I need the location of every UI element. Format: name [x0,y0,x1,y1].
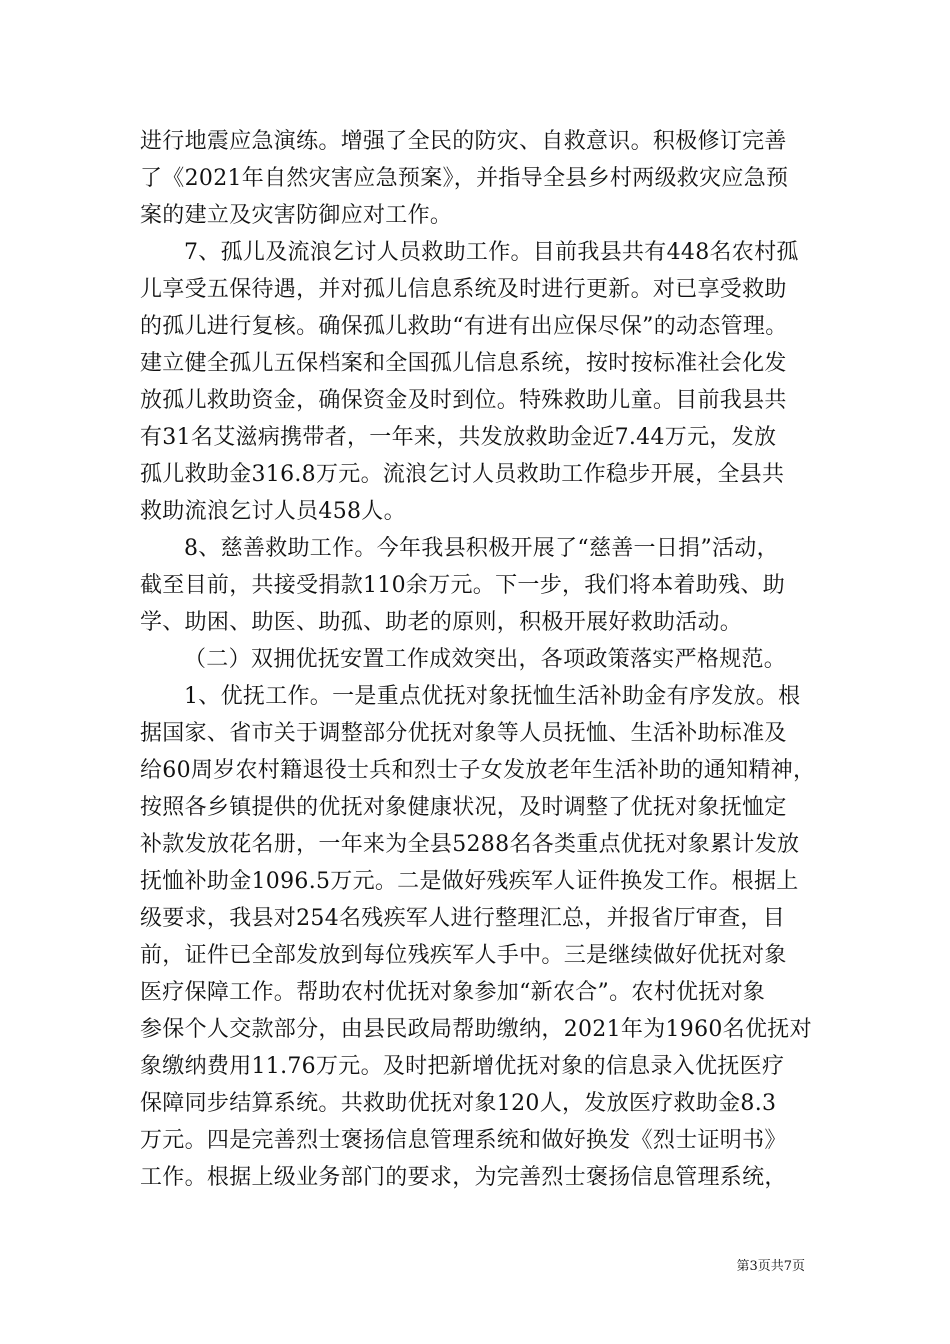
text-line: 儿享受五保待遇，并对孤儿信息系统及时进行更新。对已享受救助 [140,277,787,302]
text-line: 进行地震应急演练。增强了全民的防灾、自救意识。积极修订完善 [140,129,787,154]
paragraph-8-start: 8、慈善救助工作。今年我县积极开展了“慈善一日捐”活动， [184,536,779,561]
text-line: 保障同步结算系统。共救助优抚对象120人，发放医疗救助金8.3 [140,1091,777,1116]
text-line: 级要求，我县对254名残疾军人进行整理汇总，并报省厅审查，目 [140,906,785,931]
text-line: 的孤儿进行复核。确保孤儿救助“有进有出应保尽保”的动态管理。 [140,314,788,339]
text-line: 据国家、省市关于调整部分优抚对象等人员抚恤、生活补助标准及 [140,721,787,746]
text-line: 给60周岁农村籍退役士兵和烈士子女发放老年生活补助的通知精神， [140,758,816,783]
page-number: 第3页共7页 [736,1259,805,1274]
text-line: 万元。四是完善烈士褒扬信息管理系统和做好换发《烈士证明书》 [140,1128,787,1153]
paragraph-7-start: 7、孤儿及流浪乞讨人员救助工作。目前我县共有448名农村孤 [184,240,799,265]
text-line: 案的建立及灾害防御应对工作。 [140,203,453,228]
text-line: 了《2021年自然灾害应急预案》，并指导全县乡村两级救灾应急预 [140,166,789,191]
text-line: 抚恤补助金1096.5万元。二是做好残疾军人证件换发工作。根据上 [140,869,799,894]
text-line: 孤儿救助金316.8万元。流浪乞讨人员救助工作稳步开展，全县共 [140,462,785,487]
text-line: 按照各乡镇提供的优抚对象健康状况，及时调整了优抚对象抚恤定 [140,795,787,820]
text-line: 前，证件已全部发放到每位残疾军人手中。三是继续做好优抚对象 [140,943,787,968]
section-heading: （二）双拥优抚安置工作成效突出，各项政策落实严格规范。 [184,647,787,672]
text-line: 截至目前，共接受捐款110余万元。下一步，我们将本着助残、助 [140,573,785,598]
text-line: 有31名艾滋病携带者，一年来，共发放救助金近7.44万元，发放 [140,425,777,450]
paragraph-1-start: 1、优抚工作。一是重点优抚对象抚恤生活补助金有序发放。根 [184,684,801,709]
text-line: 工作。根据上级业务部门的要求，为完善烈士褒扬信息管理系统， [140,1165,787,1190]
text-line: 放孤儿救助资金，确保资金及时到位。特殊救助儿童。目前我县共 [140,388,787,413]
text-line: 参保个人交款部分，由县民政局帮助缴纳，2021年为1960名优抚对 [140,1017,812,1042]
text-line: 学、助困、助医、助孤、助老的原则，积极开展好救助活动。 [140,610,743,635]
text-line: 象缴纳费用11.76万元。及时把新增优抚对象的信息录入优抚医疗 [140,1054,785,1079]
text-line: 补款发放花名册，一年来为全县5288名各类重点优抚对象累计发放 [140,832,800,857]
text-line: 救助流浪乞讨人员458人。 [140,499,406,524]
text-line: 建立健全孤儿五保档案和全国孤儿信息系统，按时按标准社会化发 [140,351,787,376]
text-line: 医疗保障工作。帮助农村优抚对象参加“新农合”。农村优抚对象 [140,980,766,1005]
